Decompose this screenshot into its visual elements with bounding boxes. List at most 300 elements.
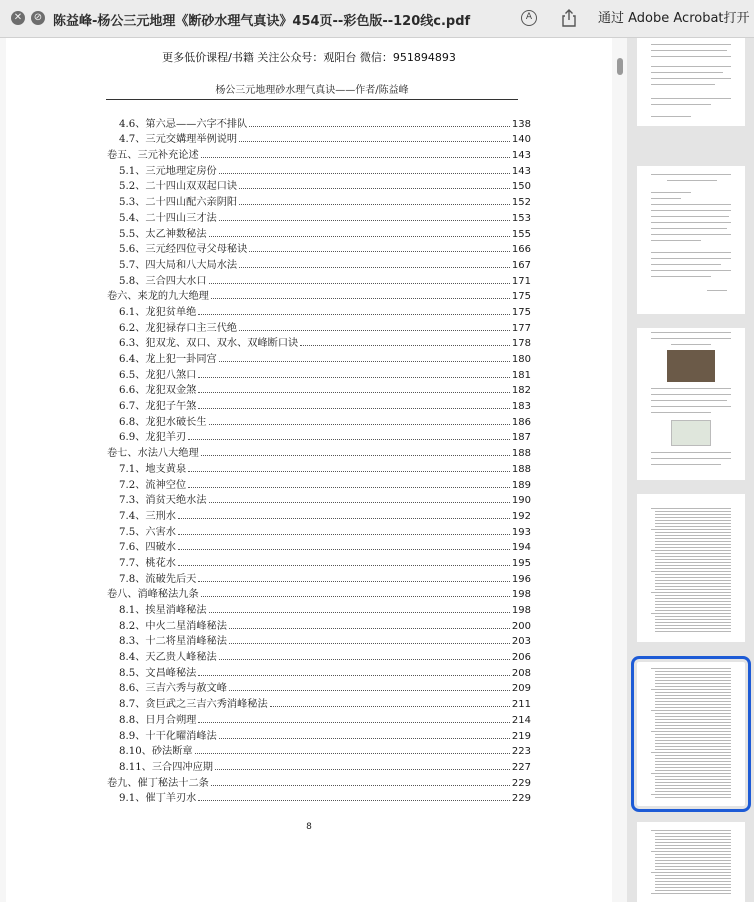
thumbnail-text-line — [655, 869, 731, 870]
thumbnail-text-line — [655, 842, 731, 843]
toc-entry[interactable] — [107, 757, 531, 773]
toc-leader-dots — [209, 424, 510, 425]
toc-entry[interactable] — [107, 349, 531, 365]
thumbnail-text-line — [655, 595, 731, 596]
toc-entry-page: 208 — [511, 667, 531, 679]
thumbnail-text-line — [655, 568, 731, 569]
thumbnail-text-line — [655, 704, 731, 705]
thumbnail-text-line — [655, 616, 731, 617]
toc-entry[interactable] — [107, 585, 531, 601]
toc-entry[interactable] — [107, 428, 531, 444]
toc-leader-dots — [211, 298, 510, 299]
toc-entry-page: 177 — [511, 322, 531, 334]
thumbnail-text-line — [655, 514, 731, 515]
toc-entry[interactable] — [107, 224, 531, 240]
thumbnail-text-line — [655, 535, 731, 536]
toc-entry-page: 198 — [511, 589, 531, 601]
toc-entry-page: 219 — [511, 730, 531, 742]
toc-leader-dots — [215, 769, 510, 770]
thumbnail-text-line — [655, 890, 731, 891]
toc-leader-dots — [178, 549, 510, 550]
toc-entry-title: 9.1、催丁羊刃水 — [119, 793, 197, 805]
toc-entry-title: 7.1、地支黄泉 — [119, 463, 187, 475]
close-icon[interactable]: ✕ — [11, 11, 25, 25]
toc-entry[interactable] — [107, 726, 531, 742]
thumbnail-text-line — [655, 779, 731, 780]
thumbnail-text-line — [655, 517, 731, 518]
toc-entry-page: 167 — [511, 259, 531, 271]
toc-entry-title: 6.5、龙犯八煞口 — [119, 369, 197, 381]
thumbnail-text-line — [651, 752, 731, 753]
toc-entry-page: 171 — [511, 275, 531, 287]
thumbnail-text-line — [655, 622, 731, 623]
toc-leader-dots — [219, 361, 510, 362]
toc-leader-dots — [198, 392, 510, 393]
thumbnail-text-line — [655, 839, 731, 840]
toc-entry-title: 8.11、三合四冲应期 — [119, 761, 213, 773]
toc-leader-dots — [229, 643, 510, 644]
toc-entry-page: 150 — [511, 181, 531, 193]
thumbnail-text-line — [655, 695, 731, 696]
thumbnail-text-line — [651, 773, 731, 774]
toc-entry[interactable] — [107, 302, 531, 318]
thumbnail-text-line — [655, 628, 731, 629]
document-viewer[interactable] — [0, 38, 627, 902]
toc-entry[interactable] — [107, 773, 531, 789]
toc-entry-page: 138 — [511, 118, 531, 130]
window-title: 陈益峰-杨公三元地理《断砂水理气真诀》454页--彩色版--120线c.pdf — [53, 14, 471, 29]
toc-entry-title: 卷七、水法八大绝理 — [107, 448, 199, 460]
toc-entry-title: 4.6、第六忌——六字不排队 — [119, 118, 248, 130]
toc-entry-page: 196 — [511, 573, 531, 585]
toc-leader-dots — [188, 471, 510, 472]
toc-entry[interactable] — [107, 271, 531, 287]
toc-entry[interactable] — [107, 381, 531, 397]
toc-entry[interactable] — [107, 192, 531, 208]
markup-icon[interactable]: A — [521, 10, 537, 26]
toc-leader-dots — [198, 377, 510, 378]
toc-entry-title: 8.1、挨星消峰秘法 — [119, 605, 207, 616]
thumbnail-text-line — [655, 526, 731, 527]
toc-leader-dots — [198, 722, 510, 723]
toc-entry-page: 188 — [511, 448, 531, 460]
toc-entry-title: 5.3、二十四山配六亲阴阳 — [119, 197, 238, 209]
toc-entry-page: 206 — [511, 652, 531, 664]
toc-leader-dots — [249, 251, 510, 252]
toc-entry[interactable] — [107, 506, 531, 522]
toc-entry-page: 189 — [511, 479, 531, 491]
toc-leader-dots — [198, 800, 510, 801]
toc-entry-page: 227 — [511, 761, 531, 773]
thumbnail-text-line — [651, 508, 731, 509]
toc-entry-title: 4.7、三元交媾理举例说明 — [119, 134, 238, 146]
toc-entry-page: 153 — [511, 212, 531, 224]
thumbnail-text-line — [655, 565, 731, 566]
toc-leader-dots — [270, 706, 510, 707]
thumbnail-text-line — [655, 559, 731, 560]
toc-entry-title: 7.3、消贫天绝水法 — [119, 495, 207, 507]
thumbnail-text-line — [655, 875, 731, 876]
thumbnail-text-line — [655, 553, 731, 554]
toc-entry[interactable] — [107, 114, 531, 130]
toc-entry-page: 152 — [511, 197, 531, 209]
toc-entry-page: 195 — [511, 557, 531, 569]
toc-entry-page: 188 — [511, 463, 531, 475]
thumbnail-text-line — [655, 683, 731, 684]
toc-entry-page: 209 — [511, 683, 531, 695]
thumbnail-text-line — [655, 749, 731, 750]
toc-leader-dots — [198, 675, 510, 676]
thumbnail-text-line — [655, 848, 731, 849]
toc-entry-title: 6.2、龙犯禄存口主三代绝 — [119, 322, 238, 334]
toc-entry-title: 卷八、消峰秘法九条 — [107, 589, 199, 601]
toc-entry-title: 7.4、三刑水 — [119, 510, 176, 522]
thumbnail-text-line — [655, 734, 731, 735]
thumbnail-text-line — [655, 692, 731, 693]
page-thumbnail[interactable] — [637, 328, 745, 480]
toc-entry[interactable] — [107, 145, 531, 161]
toc-entry-title: 8.9、十干化曜消峰法 — [119, 730, 217, 742]
thumbnail-text-line — [655, 845, 731, 846]
thumbnail-text-line — [655, 884, 731, 885]
toc-entry[interactable] — [107, 632, 531, 648]
toc-leader-dots — [239, 188, 510, 189]
thumbnail-text-line — [655, 716, 731, 717]
thumbnail-text-line — [651, 668, 731, 669]
page-thumbnail[interactable] — [637, 166, 745, 314]
thumbnail-text-line — [655, 836, 731, 837]
thumbnail-text-line — [655, 725, 731, 726]
thumbnail-text-line — [655, 619, 731, 620]
toc-entry[interactable] — [107, 694, 531, 710]
thumbnail-text-line — [655, 523, 731, 524]
toc-entry-title: 7.8、流破先后天 — [119, 573, 197, 585]
toc-leader-dots — [219, 173, 510, 174]
thumbnail-text-line — [651, 689, 731, 690]
toc-entry[interactable] — [107, 208, 531, 224]
page-thumbnail[interactable] — [637, 494, 745, 642]
thumbnail-text-line — [655, 577, 731, 578]
toc-entry[interactable] — [107, 647, 531, 663]
toc-leader-dots — [178, 518, 510, 519]
thumbnail-text-line — [651, 592, 731, 593]
thumbnail-text-line — [655, 601, 731, 602]
toc-entry-page: 180 — [511, 354, 531, 365]
thumbnail-text-line — [655, 586, 731, 587]
thumbnail-text-line — [655, 764, 731, 765]
toc-entry[interactable] — [107, 287, 531, 303]
thumbnail-text-line — [655, 791, 731, 792]
toc-entry-title: 8.7、贪巨武之三吉六秀消峰秘法 — [119, 699, 268, 711]
toc-entry-title: 卷九、催丁秘法十二条 — [107, 777, 209, 789]
toc-entry-title: 8.8、日月合朔理 — [119, 714, 197, 726]
toc-entry-title: 5.2、二十四山双双起口诀 — [119, 181, 238, 193]
thumbnail-text-line — [655, 583, 731, 584]
toc-entry[interactable] — [107, 710, 531, 726]
thumbnail-text-line — [655, 758, 731, 759]
toc-entry-page: 140 — [511, 134, 531, 146]
thumbnail-text-line — [655, 881, 731, 882]
toc-leader-dots — [239, 330, 510, 331]
toc-entry-page: 187 — [511, 432, 531, 444]
toc-entry-title: 6.4、龙上犯一卦同宫 — [119, 354, 217, 365]
toc-leader-dots — [209, 283, 510, 284]
toc-entry[interactable] — [107, 161, 531, 177]
thumbnail-text-line — [651, 731, 731, 732]
toc-entry-page: 143 — [511, 165, 531, 177]
thumbnail-text-line — [655, 671, 731, 672]
thumbnail-text-line — [655, 755, 731, 756]
toc-entry[interactable] — [107, 318, 531, 334]
toc-leader-dots — [229, 628, 510, 629]
toc-leader-dots — [239, 141, 510, 142]
thumbnail-text-line — [651, 851, 731, 852]
toc-entry-title: 6.6、龙犯双金煞 — [119, 385, 197, 397]
thumbnail-text-line — [655, 788, 731, 789]
toc-leader-dots — [198, 581, 510, 582]
thumbnail-text-line — [655, 680, 731, 681]
thumbnail-text-line — [655, 607, 731, 608]
toc-entry[interactable] — [107, 789, 531, 805]
thumbnail-text-line — [655, 776, 731, 777]
minimize-icon[interactable]: ⊘ — [31, 11, 45, 25]
thumbnail-text-line — [655, 541, 731, 542]
toc-entry-page: 182 — [511, 385, 531, 397]
toc-entry[interactable] — [107, 177, 531, 193]
toc-entry[interactable] — [107, 616, 531, 632]
toc-entry[interactable] — [107, 412, 531, 428]
toc-entry-title: 5.4、二十四山三才法 — [119, 212, 217, 224]
page-thumbnail-selected[interactable] — [637, 662, 745, 806]
toc-leader-dots — [201, 596, 510, 597]
share-icon[interactable] — [560, 8, 578, 28]
toc-entry-title: 8.6、三吉六秀与赦文峰 — [119, 683, 227, 695]
toc-entry[interactable] — [107, 255, 531, 271]
toc-entry-title: 8.5、文昌峰秘法 — [119, 667, 197, 679]
toc-entry[interactable] — [107, 491, 531, 507]
toc-leader-dots — [249, 126, 510, 127]
toc-entry[interactable] — [107, 742, 531, 758]
thumbnail-text-line — [655, 625, 731, 626]
toc-leader-dots — [198, 408, 510, 409]
toc-entry-page: 198 — [511, 605, 531, 616]
toc-entry[interactable] — [107, 663, 531, 679]
thumbnail-text-line — [655, 746, 731, 747]
thumbnail-text-line — [655, 797, 731, 798]
thumbnail-text-line — [655, 677, 731, 678]
toc-entry-title: 8.10、砂法断章 — [119, 746, 193, 758]
toc-entry-page: 155 — [511, 228, 531, 240]
toc-leader-dots — [178, 534, 510, 535]
promo-text: 更多低价课程/书籍 关注公众号：观阳台 微信：951894893 — [162, 51, 456, 64]
toc-leader-dots — [188, 439, 510, 440]
toc-entry-title: 5.8、三合四大水口 — [119, 275, 207, 287]
thumbnail-text-line — [651, 872, 731, 873]
toc-entry[interactable] — [107, 538, 531, 554]
toc-entry-title: 6.1、龙犯贫单绝 — [119, 306, 197, 318]
thumbnail-text-line — [651, 550, 731, 551]
toc-entry[interactable] — [107, 443, 531, 459]
toc-entry[interactable] — [107, 240, 531, 256]
toc-entry-page: 192 — [511, 510, 531, 522]
thumbnail-text-line — [651, 830, 731, 831]
toc-entry-title: 8.3、十二将星消峰秘法 — [119, 636, 227, 648]
thumbnail-text-line — [655, 538, 731, 539]
thumbnail-text-line — [651, 893, 731, 894]
thumbnail-text-line — [655, 547, 731, 548]
toc-entry-title: 6.9、龙犯羊刃 — [119, 432, 187, 444]
toc-entry-title: 5.7、四大局和八大局水法 — [119, 259, 238, 271]
toc-entry-title: 5.6、三元经四位寻父母秘诀 — [119, 244, 248, 256]
toc-leader-dots — [229, 690, 510, 691]
thumbnail-text-line — [655, 511, 731, 512]
thumbnail-photo — [667, 350, 715, 382]
toc-entry-page: 175 — [511, 291, 531, 303]
toc-leader-dots — [198, 314, 510, 315]
thumbnail-text-line — [655, 782, 731, 783]
page-thumbnail[interactable] — [637, 822, 745, 902]
toc-entry-page: 214 — [511, 714, 531, 726]
toc-leader-dots — [209, 502, 510, 503]
thumbnail-sidebar[interactable] — [627, 38, 754, 902]
toc-entry-page: 193 — [511, 526, 531, 538]
toc-leader-dots — [300, 345, 510, 346]
toc-leader-dots — [209, 612, 510, 613]
thumbnail-text-line — [655, 580, 731, 581]
toc-entry-title: 7.7、桃花水 — [119, 557, 176, 569]
thumbnail-text-line — [655, 722, 731, 723]
toc-entry-page: 166 — [511, 244, 531, 256]
thumbnail-text-line — [651, 529, 731, 530]
thumbnail-text-line — [651, 710, 731, 711]
thumbnail-text-line — [655, 520, 731, 521]
toc-entry-title: 5.1、三元地理定房份 — [119, 165, 217, 177]
thumbnail-text-line — [655, 767, 731, 768]
toc-entry-title: 8.2、中火二星消峰秘法 — [119, 620, 227, 632]
toc-entry-title: 7.5、六害水 — [119, 526, 176, 538]
toc-entry-page: 211 — [511, 699, 531, 711]
toc-leader-dots — [188, 487, 510, 488]
thumbnail-text-line — [655, 785, 731, 786]
toc-leader-dots — [201, 157, 510, 158]
toc-entry-page: 183 — [511, 401, 531, 413]
thumbnail-text-line — [655, 878, 731, 879]
toc-entry[interactable] — [107, 475, 531, 491]
toc-leader-dots — [239, 267, 510, 268]
toc-entry-title: 卷六、来龙的九大绝理 — [107, 291, 209, 303]
document-scrollbar[interactable] — [617, 58, 623, 75]
title-bar — [0, 0, 754, 38]
thumbnail-text-line — [655, 686, 731, 687]
thumbnail-text-line — [655, 610, 731, 611]
toc-entry-title: 卷五、三元补充论述 — [107, 150, 199, 162]
thumbnail-text-line — [651, 571, 731, 572]
page-number: 8 — [306, 822, 312, 832]
thumbnail-text-line — [655, 701, 731, 702]
thumbnail-text-line — [655, 860, 731, 861]
thumbnail-text-line — [655, 857, 731, 858]
toc-entry[interactable] — [107, 130, 531, 146]
toc-leader-dots — [219, 738, 510, 739]
toc-entry[interactable] — [107, 334, 531, 350]
thumbnail-text-line — [651, 613, 731, 614]
toc-entry-page: 229 — [511, 793, 531, 805]
page-header: 杨公三元地理砂水理气真诀——作者/陈益峰 — [106, 81, 518, 100]
thumbnail-text-line — [655, 674, 731, 675]
toc-entry[interactable] — [107, 569, 531, 585]
thumbnail-text-line — [655, 833, 731, 834]
thumbnail-text-line — [655, 574, 731, 575]
toc-entry-page: 178 — [511, 338, 531, 350]
toc-entry-page: 203 — [511, 636, 531, 648]
thumbnail-text-line — [655, 737, 731, 738]
table-of-contents — [107, 114, 531, 804]
thumbnail-text-line — [655, 863, 731, 864]
toc-entry-title: 7.6、四破水 — [119, 542, 176, 554]
toc-entry-page: 181 — [511, 369, 531, 381]
toc-leader-dots — [201, 455, 510, 456]
thumbnail-text-line — [655, 707, 731, 708]
toc-entry[interactable] — [107, 553, 531, 569]
thumbnail-text-line — [655, 728, 731, 729]
thumbnail-text-line — [655, 532, 731, 533]
thumbnail-text-line — [655, 743, 731, 744]
pdf-page — [6, 38, 612, 902]
toc-entry-title: 6.8、龙犯水破长生 — [119, 416, 207, 428]
toc-leader-dots — [239, 204, 510, 205]
toc-entry-page: 223 — [511, 746, 531, 758]
toc-leader-dots — [219, 220, 510, 221]
open-in-acrobat-button[interactable]: 通过 Adobe Acrobat打开 — [598, 11, 750, 26]
toc-entry-title: 6.7、龙犯子午煞 — [119, 401, 197, 413]
thumbnail-text-line — [651, 794, 731, 795]
thumbnail-text-line — [655, 761, 731, 762]
thumbnail-text-line — [655, 866, 731, 867]
thumbnail-text-line — [655, 589, 731, 590]
toc-entry-title: 5.5、太乙神数秘法 — [119, 228, 207, 240]
thumbnail-text-line — [655, 698, 731, 699]
toc-entry[interactable] — [107, 365, 531, 381]
toc-entry[interactable] — [107, 396, 531, 412]
thumbnail-text-line — [655, 598, 731, 599]
thumbnail-text-line — [655, 604, 731, 605]
thumbnail-text-line — [655, 719, 731, 720]
thumbnail-text-line — [655, 556, 731, 557]
toc-entry[interactable] — [107, 459, 531, 475]
toc-entry-title: 6.3、犯双龙、双口、双水、双峰断口诀 — [119, 338, 299, 350]
toc-entry[interactable] — [107, 679, 531, 695]
toc-entry-page: 200 — [511, 620, 531, 632]
toc-entry-page: 194 — [511, 542, 531, 554]
toc-leader-dots — [178, 565, 510, 566]
toc-entry[interactable] — [107, 600, 531, 616]
page-thumbnail[interactable] — [637, 38, 745, 126]
toc-leader-dots — [219, 659, 510, 660]
thumbnail-text-line — [655, 854, 731, 855]
thumbnail-text-line — [655, 562, 731, 563]
toc-entry-page: 175 — [511, 306, 531, 318]
toc-entry-page: 143 — [511, 150, 531, 162]
toc-entry-page: 190 — [511, 495, 531, 507]
toc-entry[interactable] — [107, 522, 531, 538]
thumbnail-text-line — [655, 631, 731, 632]
thumbnail-text-line — [655, 887, 731, 888]
toc-leader-dots — [211, 785, 510, 786]
toc-entry-title: 8.4、天乙贵人峰秘法 — [119, 652, 217, 664]
thumbnail-text-line — [655, 713, 731, 714]
thumbnail-text-line — [655, 544, 731, 545]
toc-entry-title: 7.2、流神空位 — [119, 479, 187, 491]
